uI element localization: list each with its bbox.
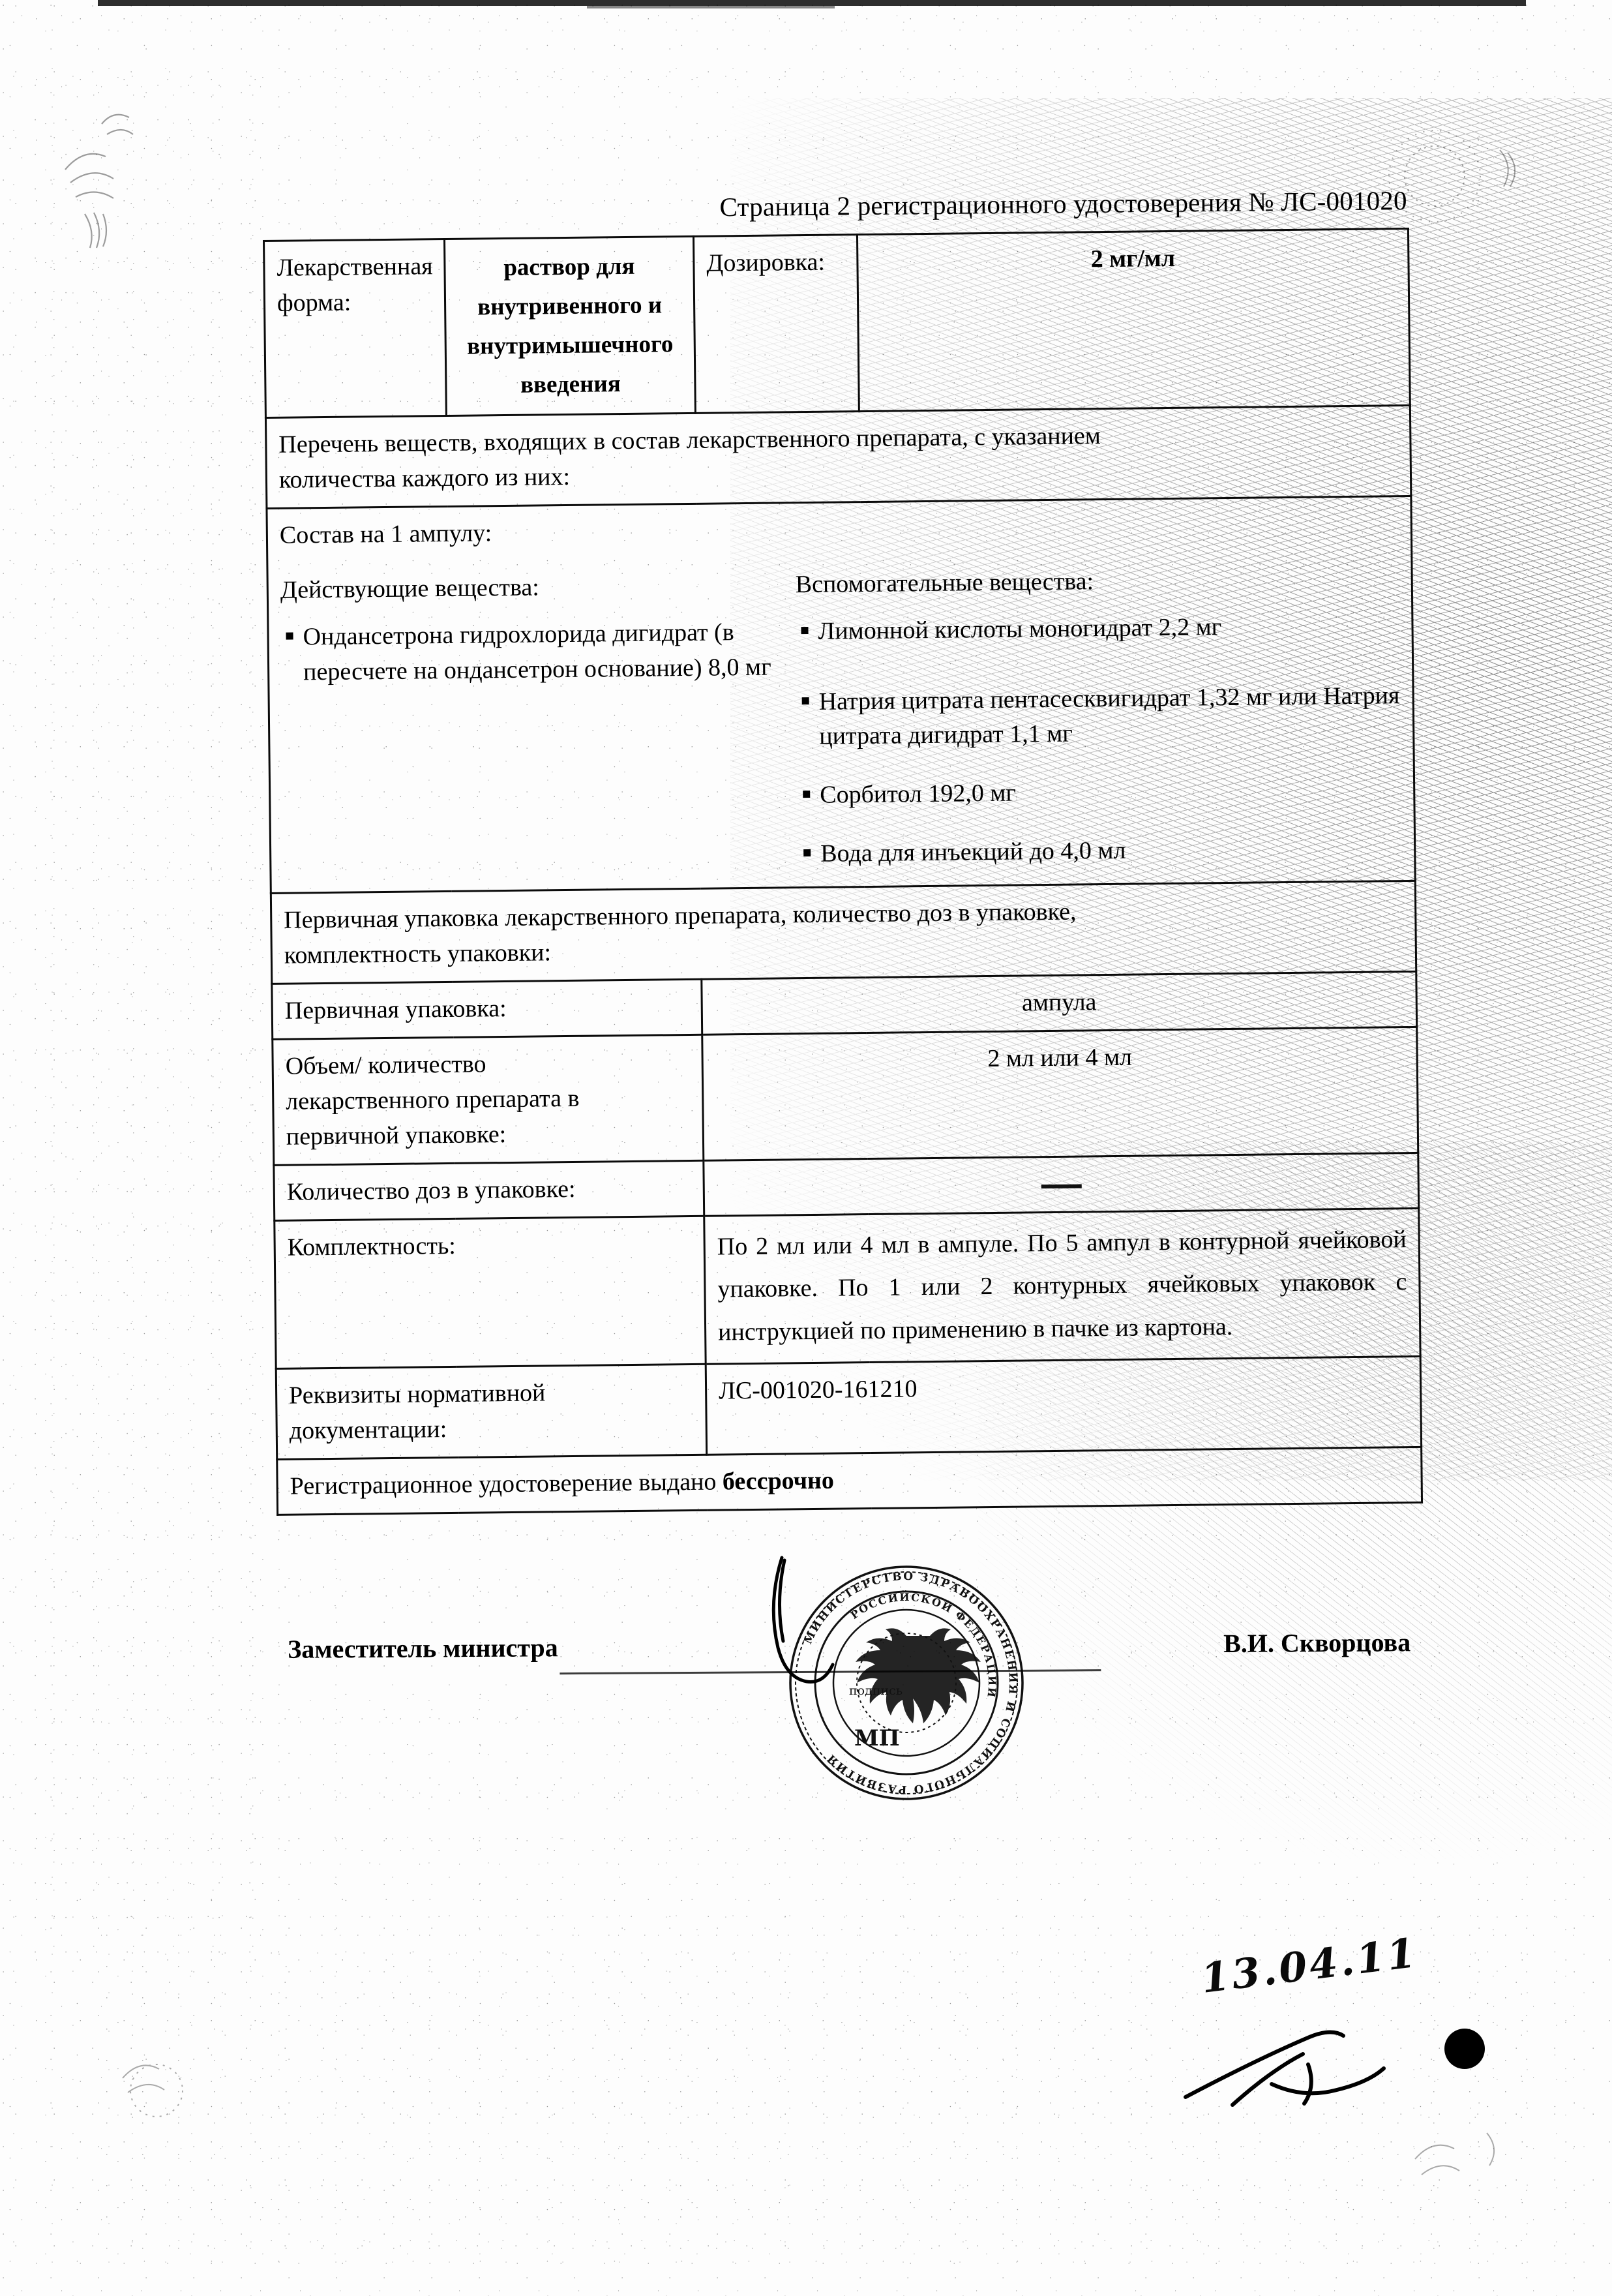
substances-header-line1: Перечень веществ, входящих в состав лекарственного препарата, с указанием: [278, 421, 1101, 459]
volume-label-line2: лекарственного препарата в: [286, 1084, 580, 1115]
normative-docs-value-cell: ЛС-001020-161210: [706, 1356, 1421, 1455]
table-row-substances-header: [265, 405, 1410, 508]
packaging-header-cell: [271, 881, 1416, 984]
composition-per-ampoule-label: Состав на 1 ампулу:: [279, 519, 492, 549]
dosage-form-label-cell: [264, 239, 447, 417]
handwritten-date: 13.04.11: [1198, 1928, 1421, 2002]
signatory-title: Заместитель министра: [288, 1633, 558, 1664]
auxiliary-substance-item: Вода для инъекций до 4,0 мл: [798, 831, 1403, 873]
volume-label-cell: [273, 1035, 704, 1165]
packaging-header-line1: Первичная упаковка лекарственного препарата, количество доз в упаковке,: [284, 898, 1077, 935]
dosage-form-value-line1: раствор для: [503, 252, 635, 282]
active-substances-list: [280, 614, 796, 690]
completeness-label-cell: Комплектность:: [275, 1216, 706, 1368]
registration-details-table: [263, 228, 1423, 1516]
page-header-line: Страница 2 регистрационного удостоверения № ЛС-001020: [719, 185, 1407, 222]
dosage-value-cell: 2 мг/мл: [857, 228, 1410, 411]
normative-docs-label-cell: Реквизиты нормативной документации:: [276, 1364, 706, 1459]
validity-text-bold: бессрочно: [722, 1466, 835, 1496]
scan-punch-dot-artifact: [1444, 2029, 1485, 2069]
doses-label-cell: Количество доз в упаковке:: [274, 1160, 704, 1220]
active-substance-item: Ондансетрона гидрохлорида дигидрат (в пересчете на ондансетрон основание) 8,0 мг: [280, 614, 796, 690]
dosage-form-label-line2: форма:: [276, 288, 351, 317]
packaging-header-line2: комплектность упаковки:: [284, 939, 552, 969]
seal-outer-text: МИНИСТЕРСТВО ЗДРАВООХРАНЕНИЯ И СОЦИАЛЬНОГО РАЗВИТИЯ: [801, 1569, 1020, 1796]
substances-header-line2: количества каждого из них:: [278, 462, 571, 494]
table-row-completeness: [275, 1208, 1420, 1368]
dosage-form-label-line1: Лекарственная: [276, 252, 433, 282]
official-round-seal: [776, 1552, 1037, 1813]
doses-value-cell: [704, 1153, 1419, 1216]
seal-podpis-mark: подпись: [849, 1684, 903, 1698]
active-substances-label: Действующие вещества:: [280, 573, 540, 604]
scan-edge-artifact: [98, 0, 1526, 6]
dosage-form-value-line2: внутривенного и: [477, 292, 663, 321]
dosage-label-cell: Дозировка:: [693, 235, 859, 413]
table-row-validity: [277, 1447, 1422, 1515]
em-dash-mark: [1041, 1183, 1081, 1188]
validity-cell: [277, 1447, 1422, 1515]
auxiliary-substances-label: Вспомогательные вещества:: [795, 567, 1094, 598]
validity-text-prefix: Регистрационное удостоверение выдано: [290, 1468, 723, 1500]
table-row-packaging-header: [271, 881, 1416, 984]
composition-cell: [267, 496, 1415, 894]
substances-header-cell: [265, 405, 1410, 508]
completeness-value-cell: По 2 мл или 4 мл в ампуле. По 5 ампул в контурной ячейковой упаковке. По 1 или 2 контурных ячейковых упаковок с инструкцией по применению в пачке из картона.: [704, 1208, 1420, 1364]
corner-smudge-top-left: [39, 85, 222, 267]
active-substances-column: [280, 567, 797, 695]
seal-mp-mark: МП: [854, 1725, 900, 1751]
scan-edge-artifact-secondary: [587, 6, 835, 8]
dosage-form-value-line3: внутримышечного: [466, 331, 674, 360]
dosage-form-value-line4: введения: [520, 370, 621, 399]
auxiliary-substance-item: Натрия цитрата пентасесквигидрат 1,32 мг или Натрия цитрата дигидрат 1,1 мг: [796, 678, 1401, 755]
table-row-volume: [273, 1027, 1418, 1166]
table-row-normative-docs: [276, 1356, 1421, 1459]
corner-smudge-bottom-left: [85, 2016, 241, 2166]
auxiliary-substances-column: [795, 561, 1402, 878]
signatory-name: В.И. Скворцова: [1223, 1627, 1411, 1659]
volume-value-cell: 2 мл или 4 мл: [702, 1027, 1418, 1161]
primary-packaging-label-cell: Первичная упаковка:: [272, 980, 702, 1040]
scan-speckle-left-margin: [26, 78, 274, 1970]
auxiliary-substances-list: [796, 608, 1402, 873]
corner-smudge-bottom-right: [1389, 2107, 1559, 2237]
seal-inner-text: РОССИЙСКОЙ ФЕДЕРАЦИИ: [848, 1590, 999, 1699]
table-row-composition: [267, 496, 1415, 894]
auxiliary-substance-item: Сорбитол 192,0 мг: [798, 772, 1402, 814]
auxiliary-substance-item: Лимонной кислоты моногидрат 2,2 мг: [796, 608, 1400, 650]
table-row-dosage-form: [264, 228, 1410, 417]
volume-label-line1: Объем/ количество: [285, 1050, 486, 1080]
coat-of-arms-eagle: [856, 1628, 981, 1723]
dosage-form-value-cell: [444, 236, 695, 415]
volume-label-line3: первичной упаковке:: [286, 1121, 507, 1151]
primary-packaging-value-cell: ампула: [702, 972, 1417, 1035]
